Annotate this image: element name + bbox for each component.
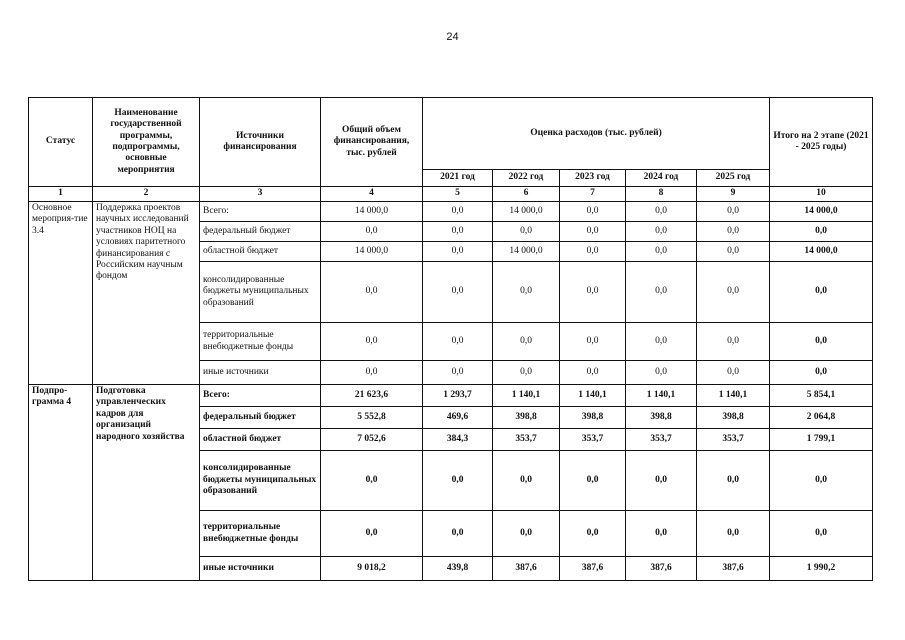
source-cell: областной бюджет [200, 242, 321, 262]
value-cell: 0,0 [560, 323, 626, 361]
value-cell: 0,0 [626, 222, 697, 242]
value-cell: 398,8 [493, 407, 560, 429]
table-row [29, 202, 873, 222]
value-cell: 0,0 [493, 451, 560, 511]
value-cell: 0,0 [697, 451, 770, 511]
column-number: 6 [493, 187, 560, 202]
value-cell: 0,0 [697, 242, 770, 262]
column-number-row [29, 187, 873, 202]
value-cell: 387,6 [493, 557, 560, 581]
value-cell: 353,7 [626, 429, 697, 451]
value-cell: 439,8 [423, 557, 493, 581]
value-cell: 0,0 [560, 451, 626, 511]
value-cell: 0,0 [560, 242, 626, 262]
value-cell: 353,7 [560, 429, 626, 451]
stage-total-cell: 1 799,1 [770, 429, 873, 451]
value-cell: 0,0 [321, 222, 423, 242]
row-status: Подпро-грамма 4 [29, 385, 93, 581]
value-cell: 14 000,0 [321, 242, 423, 262]
value-cell: 14 000,0 [493, 242, 560, 262]
value-cell: 0,0 [321, 323, 423, 361]
stage-total-cell: 14 000,0 [770, 242, 873, 262]
value-cell: 0,0 [626, 361, 697, 385]
source-cell: иные источники [200, 361, 321, 385]
value-cell: 0,0 [321, 451, 423, 511]
value-cell: 398,8 [626, 407, 697, 429]
column-number: 1 [29, 187, 93, 202]
value-cell: 0,0 [493, 262, 560, 323]
row-status: Основное мероприя-тие 3.4 [29, 202, 93, 385]
column-number: 5 [423, 187, 493, 202]
value-cell: 0,0 [423, 222, 493, 242]
header-status: Статус [29, 98, 93, 187]
value-cell: 0,0 [626, 262, 697, 323]
header-year: 2022 год [493, 169, 560, 186]
value-cell: 0,0 [626, 242, 697, 262]
source-cell: Всего: [200, 202, 321, 222]
stage-total-cell: 0,0 [770, 323, 873, 361]
value-cell: 353,7 [493, 429, 560, 451]
source-cell: федеральный бюджет [200, 222, 321, 242]
value-cell: 0,0 [423, 323, 493, 361]
value-cell: 0,0 [697, 262, 770, 323]
value-cell: 0,0 [560, 361, 626, 385]
value-cell: 469,6 [423, 407, 493, 429]
value-cell: 384,3 [423, 429, 493, 451]
table-row [29, 385, 873, 407]
header-year: 2025 год [697, 169, 770, 186]
value-cell: 0,0 [560, 262, 626, 323]
value-cell: 0,0 [493, 222, 560, 242]
row-name: Подготовка управленческих кадров для организаций народного хозяйства [93, 385, 200, 581]
header-estimate: Оценка расходов (тыс. рублей) [423, 98, 770, 170]
page-number: 24 [446, 31, 459, 43]
value-cell: 14 000,0 [493, 202, 560, 222]
header-year: 2021 год [423, 169, 493, 186]
header-sources: Источники финансирования [200, 98, 321, 187]
value-cell: 0,0 [697, 511, 770, 557]
value-cell: 0,0 [626, 451, 697, 511]
value-cell: 387,6 [697, 557, 770, 581]
stage-total-cell: 0,0 [770, 222, 873, 242]
value-cell: 14 000,0 [321, 202, 423, 222]
column-number: 3 [200, 187, 321, 202]
header-stage-total: Итого на 2 этапе (2021 - 2025 годы) [770, 98, 873, 187]
value-cell: 0,0 [697, 361, 770, 385]
stage-total-cell: 0,0 [770, 361, 873, 385]
value-cell: 1 140,1 [626, 385, 697, 407]
stage-total-cell: 0,0 [770, 262, 873, 323]
column-number: 8 [626, 187, 697, 202]
value-cell: 398,8 [697, 407, 770, 429]
value-cell: 398,8 [560, 407, 626, 429]
row-name: Поддержка проектов научных исследований участников НОЦ на условиях паритетного финансирования с Российским научным фондом [93, 202, 200, 385]
value-cell: 0,0 [321, 511, 423, 557]
column-number: 7 [560, 187, 626, 202]
stage-total-cell: 0,0 [770, 511, 873, 557]
value-cell: 0,0 [697, 323, 770, 361]
stage-total-cell: 14 000,0 [770, 202, 873, 222]
value-cell: 387,6 [626, 557, 697, 581]
source-cell: Всего: [200, 385, 321, 407]
value-cell: 1 140,1 [697, 385, 770, 407]
financing-table [28, 97, 873, 581]
stage-total-cell: 2 064,8 [770, 407, 873, 429]
source-cell: территориальные внебюджетные фонды [200, 511, 321, 557]
value-cell: 0,0 [560, 222, 626, 242]
value-cell: 0,0 [560, 511, 626, 557]
value-cell: 353,7 [697, 429, 770, 451]
source-cell: консолидированные бюджеты муниципальных образований [200, 262, 321, 323]
value-cell: 5 552,8 [321, 407, 423, 429]
value-cell: 0,0 [560, 202, 626, 222]
value-cell: 0,0 [493, 323, 560, 361]
value-cell: 0,0 [626, 202, 697, 222]
value-cell: 7 052,6 [321, 429, 423, 451]
source-cell: территориальные внебюджетные фонды [200, 323, 321, 361]
value-cell: 0,0 [321, 361, 423, 385]
header-year: 2024 год [626, 169, 697, 186]
value-cell: 0,0 [423, 202, 493, 222]
value-cell: 0,0 [423, 511, 493, 557]
value-cell: 0,0 [626, 323, 697, 361]
value-cell: 1 293,7 [423, 385, 493, 407]
value-cell: 0,0 [423, 451, 493, 511]
column-number: 4 [321, 187, 423, 202]
value-cell: 0,0 [697, 202, 770, 222]
source-cell: федеральный бюджет [200, 407, 321, 429]
source-cell: иные источники [200, 557, 321, 581]
stage-total-cell: 0,0 [770, 451, 873, 511]
header-name: Наименование государственной программы, подпрограммы, основные мероприятия [93, 98, 200, 187]
column-number: 10 [770, 187, 873, 202]
value-cell: 9 018,2 [321, 557, 423, 581]
column-number: 9 [697, 187, 770, 202]
column-number: 2 [93, 187, 200, 202]
value-cell: 0,0 [493, 361, 560, 385]
value-cell: 0,0 [493, 511, 560, 557]
value-cell: 0,0 [423, 361, 493, 385]
value-cell: 0,0 [423, 242, 493, 262]
value-cell: 1 140,1 [493, 385, 560, 407]
header-total-volume: Общий объем финансирования, тыс. рублей [321, 98, 423, 187]
value-cell: 0,0 [423, 262, 493, 323]
value-cell: 1 140,1 [560, 385, 626, 407]
source-cell: областной бюджет [200, 429, 321, 451]
source-cell: консолидированные бюджеты муниципальных образований [200, 451, 321, 511]
value-cell: 21 623,6 [321, 385, 423, 407]
value-cell: 387,6 [560, 557, 626, 581]
value-cell: 0,0 [697, 222, 770, 242]
value-cell: 0,0 [626, 511, 697, 557]
stage-total-cell: 1 990,2 [770, 557, 873, 581]
header-year: 2023 год [560, 169, 626, 186]
stage-total-cell: 5 854,1 [770, 385, 873, 407]
value-cell: 0,0 [321, 262, 423, 323]
